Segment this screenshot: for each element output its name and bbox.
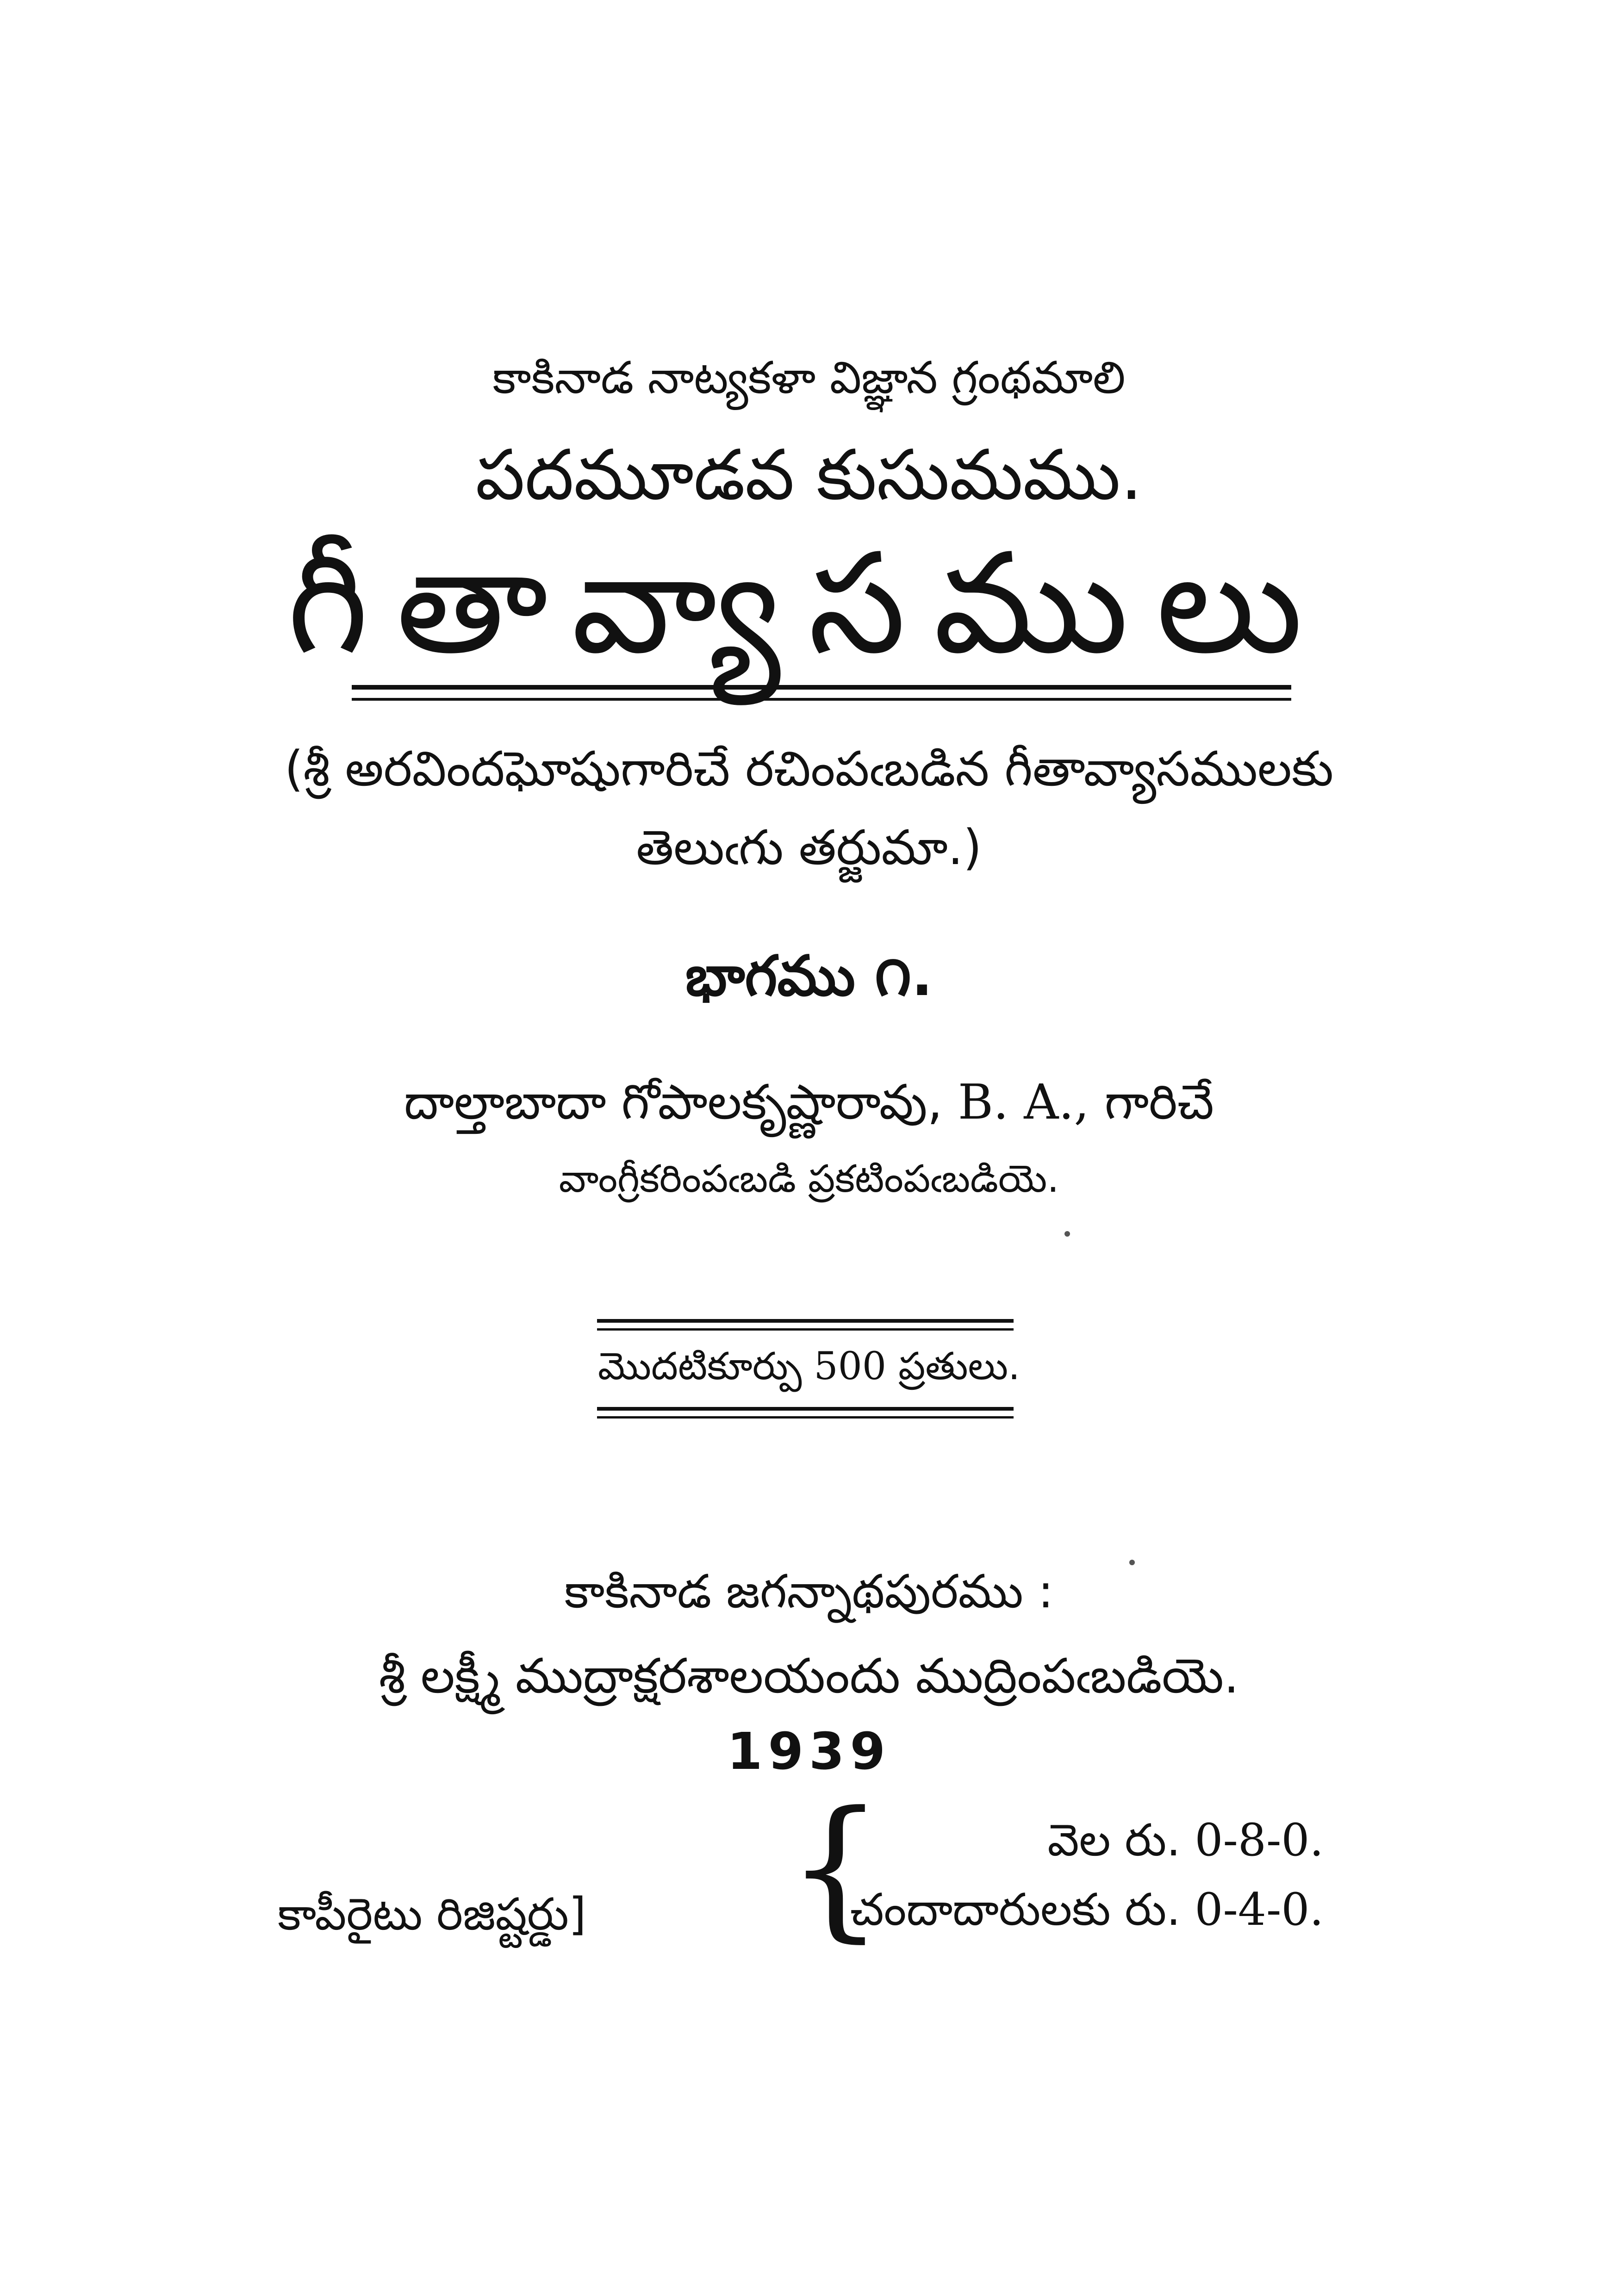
volume-line: పదమూడవ కుసుమము. — [475, 435, 1143, 516]
price-subscriber-amount: 0-4-0. — [1195, 1884, 1324, 1935]
copies-rule-bottom-2 — [597, 1416, 1014, 1419]
book-title: గీతావ్యాసములు — [287, 523, 1331, 684]
copies-unit: ప్రతులు. — [898, 1344, 1021, 1388]
subtitle-line-1: (శ్రీ అరవిందఘోషుగారిచే రచింపఁబడిన గీతావ్యాసములకు — [284, 740, 1334, 797]
price-regular-label: వెల రు. — [1047, 1814, 1181, 1866]
edition-copies — [0, 1344, 1618, 1398]
series-line: కాకినాడ నాట్యకళా విజ్ఞాన గ్రంథమాలి — [492, 352, 1126, 404]
translator-line-2: వాంగ్రీకరింపఁబడి ప్రకటింపఁబడియె. — [559, 1157, 1059, 1201]
printer-line: శ్రీ లక్ష్మీ ముద్రాక్షరశాలయందు ముద్రింపఁబడియె. — [379, 1648, 1239, 1704]
title-rule-thin — [352, 698, 1291, 701]
publication-place: కాకినాడ జగన్నాథపురము : — [564, 1564, 1054, 1618]
part-number: భాగము ౧. — [685, 944, 933, 1008]
translator-suffix: గారిచే — [1104, 1074, 1214, 1130]
price-block — [787, 1779, 1342, 1956]
copies-rule-top-1 — [597, 1319, 1014, 1323]
price-regular-amount: 0-8-0. — [1195, 1814, 1324, 1866]
price-subscriber-label: చందాదారులకు రు. — [850, 1884, 1181, 1935]
translator-name: దాల్తాబాదా గోపాలకృష్ణారావు, — [404, 1074, 943, 1130]
edition-label: మొదటికూర్పు — [597, 1344, 802, 1388]
copies-rule-bottom-1 — [597, 1407, 1014, 1411]
speck-mark — [1064, 1231, 1070, 1237]
copies-rule-top-2 — [597, 1328, 1014, 1331]
publication-year: 1939 — [727, 1722, 891, 1781]
price-brace: { — [787, 1779, 884, 1956]
copyright-notice: కాపీరైటు రిజిష్టర్డు] — [278, 1888, 586, 1940]
translator-line — [0, 1074, 1618, 1142]
subtitle-line-2: తెలుఁగు తర్జుమా.) — [636, 819, 982, 876]
price-subscriber — [850, 1884, 1324, 1947]
price-regular — [1047, 1814, 1324, 1877]
title-rule-thick — [352, 685, 1291, 690]
speck-mark — [1129, 1560, 1135, 1565]
copies-number: 500 — [814, 1344, 887, 1388]
translator-degree: B. A., — [958, 1074, 1089, 1130]
